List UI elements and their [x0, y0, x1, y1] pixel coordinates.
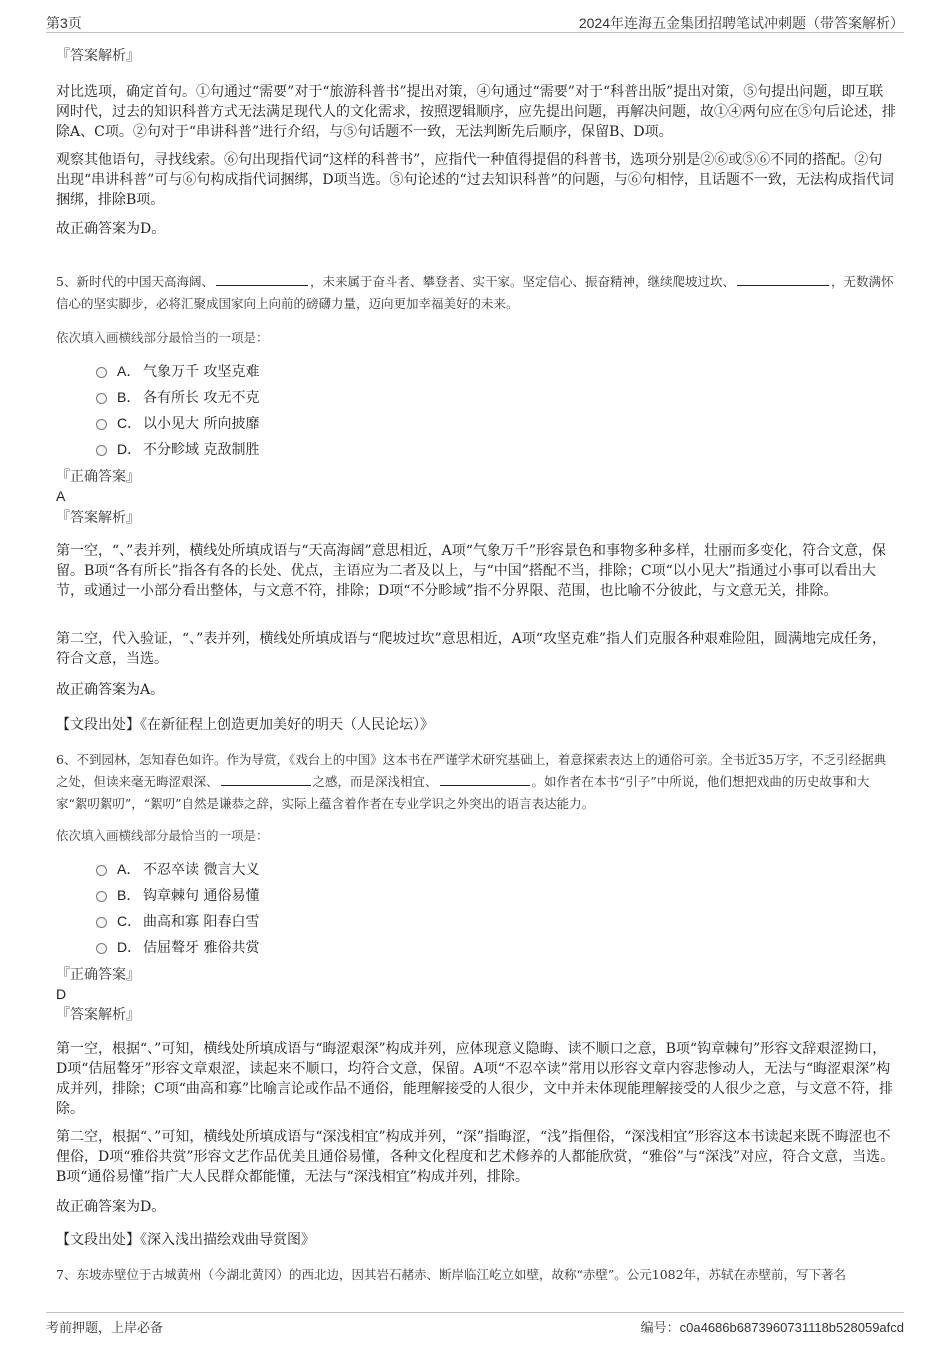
q6-instruction: 依次填入画横线部分最恰当的一项是：: [56, 828, 269, 843]
q6-analysis-para1: 第一空，根据“、”可知，横线处所填成语与“晦涩艰深”构成并列，应体现意义隐晦、读不顺口之意，B项“钩章棘句”形容文辞艰涩拗口，D项“佶屈聱牙”形容文章艰涩，读起来不顺口，均符合文意，保留。A项“不忍卒读”常用以形容文章内容悲惨动人，无法与“晦涩艰深”构成并列，排除；C项“曲高和寡”比喻言论或作品不通俗，能理解接受的人很少，文中并未体现能理解接受的人很少之意，与文意不符，排除。: [56, 1041, 894, 1117]
q5-blank-1: [216, 273, 308, 286]
page-header: [46, 10, 904, 33]
q5-analysis-para2: 第二空，代入验证，“、”表并列，横线处所填成语与“爬坡过坎”意思相近，A项“攻坚克难”指人们克服各种艰难险阻，圆满地完成任务，符合文意，当选。: [56, 631, 887, 667]
q4-analysis-label: 『答案解析』: [56, 48, 140, 64]
q5-instruction: 依次填入画横线部分最恰当的一项是：: [56, 330, 269, 345]
page-footer: [46, 1312, 904, 1337]
q7-stem: 7、东坡赤壁位于古城黄州（今湖北黄冈）的西北边，因其岩石赭赤、断岸临江屹立如壁，故称“赤壁”。公元1082年，苏轼在赤壁前，写下著名: [56, 1267, 847, 1282]
q5-option-c[interactable]: C． 以小见大 所向披靡: [96, 412, 259, 434]
q6-option-d[interactable]: D． 佶屈聱牙 雅俗共赏: [96, 936, 259, 958]
q5-stem: 5、新时代的中国天高海阔、 ，未来属于奋斗者、攀登者、实干家。坚定信心、振奋精神，继续爬坡过坎、 ，无数满怀信心的坚实脚步，必将汇聚成国家向上向前的磅礴力量，迈向更加幸福美好的未来。: [56, 274, 894, 311]
q4-analysis-para2: 观察其他语句，寻找线索。⑥句出现指代词“这样的科普书”，应指代一种值得提倡的科普书，选项分别是②⑥或⑤⑥不同的搭配。②句出现“串讲科普”可与⑥句构成指代词捆绑，D项当选。⑤句论述的“过去知识科普”的问题，与⑥句相悖，且话题不一致，无法构成指代词捆绑，排除B项。: [56, 152, 894, 208]
q5-option-d[interactable]: D． 不分畛域 克敌制胜: [96, 438, 259, 460]
q5-conclusion: 故正确答案为A。: [56, 682, 165, 698]
radio-icon[interactable]: [96, 393, 107, 404]
radio-icon[interactable]: [96, 865, 107, 876]
q6-analysis-para2: 第二空，根据“、”可知，横线处所填成语与“深浅相宜”构成并列，“深”指晦涩，“浅”指俚俗，“深浅相宜”形容这本书读起来既不晦涩也不俚俗，D项“雅俗共赏”形容文艺作品优美且通俗易懂，各种文化程度和艺术修养的人都能欣赏，“雅俗”与“深浅”对应，符合文意，当选。B项“通俗易懂”指广大人民群众都能懂，无法与“深浅相宜”构成并列，排除。: [56, 1129, 895, 1185]
q6-answer: D: [56, 986, 67, 1002]
q5-source: 【文段出处】《在新征程上创造更加美好的明天（人民论坛）》: [56, 717, 434, 733]
radio-icon[interactable]: [96, 891, 107, 902]
q5-analysis-label: 『答案解析』: [56, 510, 140, 526]
footer-slogan: 考前押题，上岸必备: [46, 1320, 164, 1335]
q5-analysis-para1: 第一空，“、”表并列，横线处所填成语与“天高海阔”意思相近，A项“气象万千”形容景色和事物多种多样，壮丽而多变化，符合文意，保留。B项“各有所长”指各有各的长处、优点，主语应为二者及以上，与“中国”搭配不当，排除；C项“以小见大”指通过小事可以看出大节，或通过一小部分看出整体，与文意不符，排除；D项“不分畛域”指不分界限、范围，也比喻不分彼此，与文意无关，排除。: [56, 543, 887, 599]
q6-source: 【文段出处】《深入浅出描绘戏曲导赏图》: [56, 1232, 315, 1248]
q6-answer-label: 『正确答案』: [56, 967, 140, 983]
radio-icon[interactable]: [96, 367, 107, 378]
page-number: 第3页: [46, 15, 82, 31]
q4-conclusion: 故正确答案为D。: [56, 221, 166, 237]
q6-stem: 6、不到园林，怎知春色如许。作为导赏，《戏台上的中国》这本书在严谨学术研究基础上，着意探索表达上的通俗可亲。全书近35万字，不乏引经据典之处，但读来毫无晦涩艰深、 之感，而是深浅相宜、 。如作者在本书“引子”中所说，他们想把戏曲的历史故事和大家“絮叨絮叨”，“絮叨”自然是谦恭之辞，实际上蕴含着作者在专业学识之外突出的语言表达能力。: [56, 752, 887, 811]
q6-option-a[interactable]: A． 不忍卒读 微言大义: [96, 858, 259, 880]
q5-answer: A: [56, 488, 66, 504]
q6-option-b[interactable]: B． 钩章棘句 通俗易懂: [96, 884, 259, 906]
document-title: 2024年连海五金集团招聘笔试冲刺题（带答案解析）: [578, 15, 904, 31]
radio-icon[interactable]: [96, 419, 107, 430]
q6-analysis-label: 『答案解析』: [56, 1007, 140, 1023]
q5-answer-label: 『正确答案』: [56, 469, 140, 485]
q5-option-a[interactable]: A． 气象万千 攻坚克难: [96, 360, 259, 382]
document-id: 编号：c0a4686b6873960731118b528059afcd: [640, 1320, 904, 1335]
radio-icon[interactable]: [96, 445, 107, 456]
radio-icon[interactable]: [96, 917, 107, 928]
q6-conclusion: 故正确答案为D。: [56, 1199, 166, 1215]
q4-analysis-para1: 对比选项，确定首句。①句通过“需要”对于“旅游科普书”提出对策，④句通过“需要”对于“科普出版”提出对策，⑤句提出问题，即互联网时代，过去的知识科普方式无法满足现代人的文化需求，按照逻辑顺序，应先提出问题，再解决问题，故①④两句应在⑤句后论述，排除A、C项。②句对于“串讲科普”进行介绍，与⑤句话题不一致，无法判断先后顺序，保留B、D项。: [56, 84, 896, 140]
q6-blank-2: [440, 773, 530, 786]
q5-option-b[interactable]: B． 各有所长 攻无不克: [96, 386, 259, 408]
q5-blank-2: [737, 273, 829, 286]
radio-icon[interactable]: [96, 943, 107, 954]
q6-option-c[interactable]: C． 曲高和寡 阳春白雪: [96, 910, 259, 932]
q6-blank-1: [221, 773, 311, 786]
